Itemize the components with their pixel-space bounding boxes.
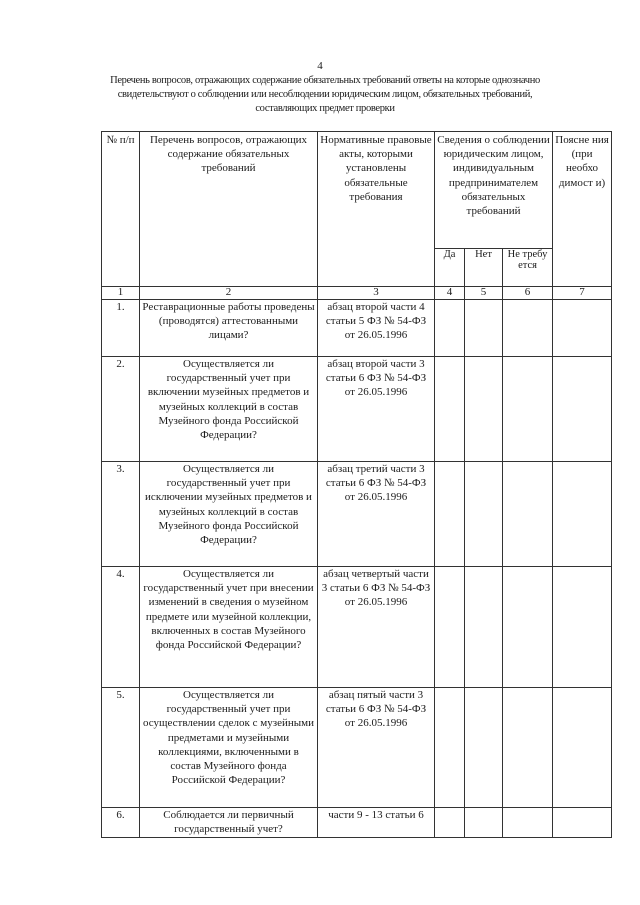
heading-line-3: составляющих предмет проверки	[255, 103, 395, 114]
column-number-row	[102, 287, 612, 300]
row-number: 3.	[102, 462, 140, 567]
answer-not-required-cell[interactable]	[503, 567, 553, 688]
answer-no-cell[interactable]	[465, 688, 503, 808]
notes-cell[interactable]	[553, 688, 612, 808]
row-legal-act: абзац пятый части 3 статьи 6 ФЗ № 54-ФЗ от 26.05.1996	[318, 688, 435, 808]
requirements-table	[101, 131, 612, 838]
header-yes: Да	[435, 249, 465, 287]
table-row	[102, 357, 612, 462]
row-question: Реставрационные работы проведены (проводятся) аттестованными лицами?	[140, 300, 318, 357]
header-questions: Перечень вопросов, отражающих содержание обязательных требований	[140, 132, 318, 287]
table-row	[102, 808, 612, 838]
answer-not-required-cell[interactable]	[503, 462, 553, 567]
row-legal-act: абзац второй части 3 статьи 6 ФЗ № 54-ФЗ от 26.05.1996	[318, 357, 435, 462]
row-number: 1.	[102, 300, 140, 357]
header-row	[102, 132, 612, 249]
answer-not-required-cell[interactable]	[503, 688, 553, 808]
notes-cell[interactable]	[553, 462, 612, 567]
row-question: Осуществляется ли государственный учет при исключении музейных предметов и музейных коллекций в состав Музейного фонда Российской Федерации?	[140, 462, 318, 567]
notes-cell[interactable]	[553, 300, 612, 357]
column-number: 5	[465, 287, 503, 300]
table-row	[102, 300, 612, 357]
column-number: 7	[553, 287, 612, 300]
header-notes: Поясне ния (при необхо димост и)	[553, 132, 612, 287]
table-row	[102, 567, 612, 688]
header-compliance: Сведения о соблюдении юридическим лицом, индивидуальным предпринимателем обязательных требований	[435, 132, 553, 249]
header-not-required: Не требу ется	[503, 249, 553, 287]
notes-cell[interactable]	[553, 567, 612, 688]
answer-no-cell[interactable]	[465, 357, 503, 462]
answer-yes-cell[interactable]	[435, 300, 465, 357]
table-row	[102, 462, 612, 567]
header-num: № п/п	[102, 132, 140, 287]
answer-not-required-cell[interactable]	[503, 300, 553, 357]
row-question: Осуществляется ли государственный учет при включении музейных предметов и музейных коллекций в состав Музейного фонда Российской Федерации?	[140, 357, 318, 462]
row-legal-act: части 9 - 13 статьи 6	[318, 808, 435, 838]
row-number: 2.	[102, 357, 140, 462]
answer-yes-cell[interactable]	[435, 688, 465, 808]
notes-cell[interactable]	[553, 357, 612, 462]
document-heading	[95, 74, 555, 116]
notes-cell[interactable]	[553, 808, 612, 838]
row-number: 6.	[102, 808, 140, 838]
column-number: 3	[318, 287, 435, 300]
table-row	[102, 688, 612, 808]
row-legal-act: абзац третий части 3 статьи 6 ФЗ № 54-ФЗ от 26.05.1996	[318, 462, 435, 567]
column-number: 4	[435, 287, 465, 300]
answer-not-required-cell[interactable]	[503, 808, 553, 838]
column-number: 1	[102, 287, 140, 300]
heading-line-2: свидетельствуют о соблюдении или несоблюдении юридическим лицом, обязательных требований,	[117, 89, 533, 100]
header-acts: Нормативные правовые акты, которыми установлены обязательные требования	[318, 132, 435, 287]
answer-yes-cell[interactable]	[435, 462, 465, 567]
row-question: Осуществляется ли государственный учет при осуществлении сделок с музейными предметами и музейными коллекциями, включенными в состав Музейного фонда Российской Федерации?	[140, 688, 318, 808]
answer-no-cell[interactable]	[465, 462, 503, 567]
row-number: 5.	[102, 688, 140, 808]
heading-line-1: Перечень вопросов, отражающих содержание обязательных требований ответы на которые однозначно	[110, 75, 540, 86]
answer-yes-cell[interactable]	[435, 357, 465, 462]
row-question: Осуществляется ли государственный учет при внесении изменений в сведения о музейном предмете или музейной коллекции, включенных в состав Музейного фонда Российской Федерации?	[140, 567, 318, 688]
column-number: 2	[140, 287, 318, 300]
answer-not-required-cell[interactable]	[503, 357, 553, 462]
answer-yes-cell[interactable]	[435, 808, 465, 838]
header-no: Нет	[465, 249, 503, 287]
row-question: Соблюдается ли первичный государственный учет?	[140, 808, 318, 838]
page-number: 4	[317, 60, 323, 72]
answer-no-cell[interactable]	[465, 808, 503, 838]
column-number: 6	[503, 287, 553, 300]
answer-no-cell[interactable]	[465, 567, 503, 688]
row-number: 4.	[102, 567, 140, 688]
answer-no-cell[interactable]	[465, 300, 503, 357]
row-legal-act: абзац четвертый части 3 статьи 6 ФЗ № 54-ФЗ от 26.05.1996	[318, 567, 435, 688]
answer-yes-cell[interactable]	[435, 567, 465, 688]
row-legal-act: абзац второй части 4 статьи 5 ФЗ № 54-ФЗ от 26.05.1996	[318, 300, 435, 357]
